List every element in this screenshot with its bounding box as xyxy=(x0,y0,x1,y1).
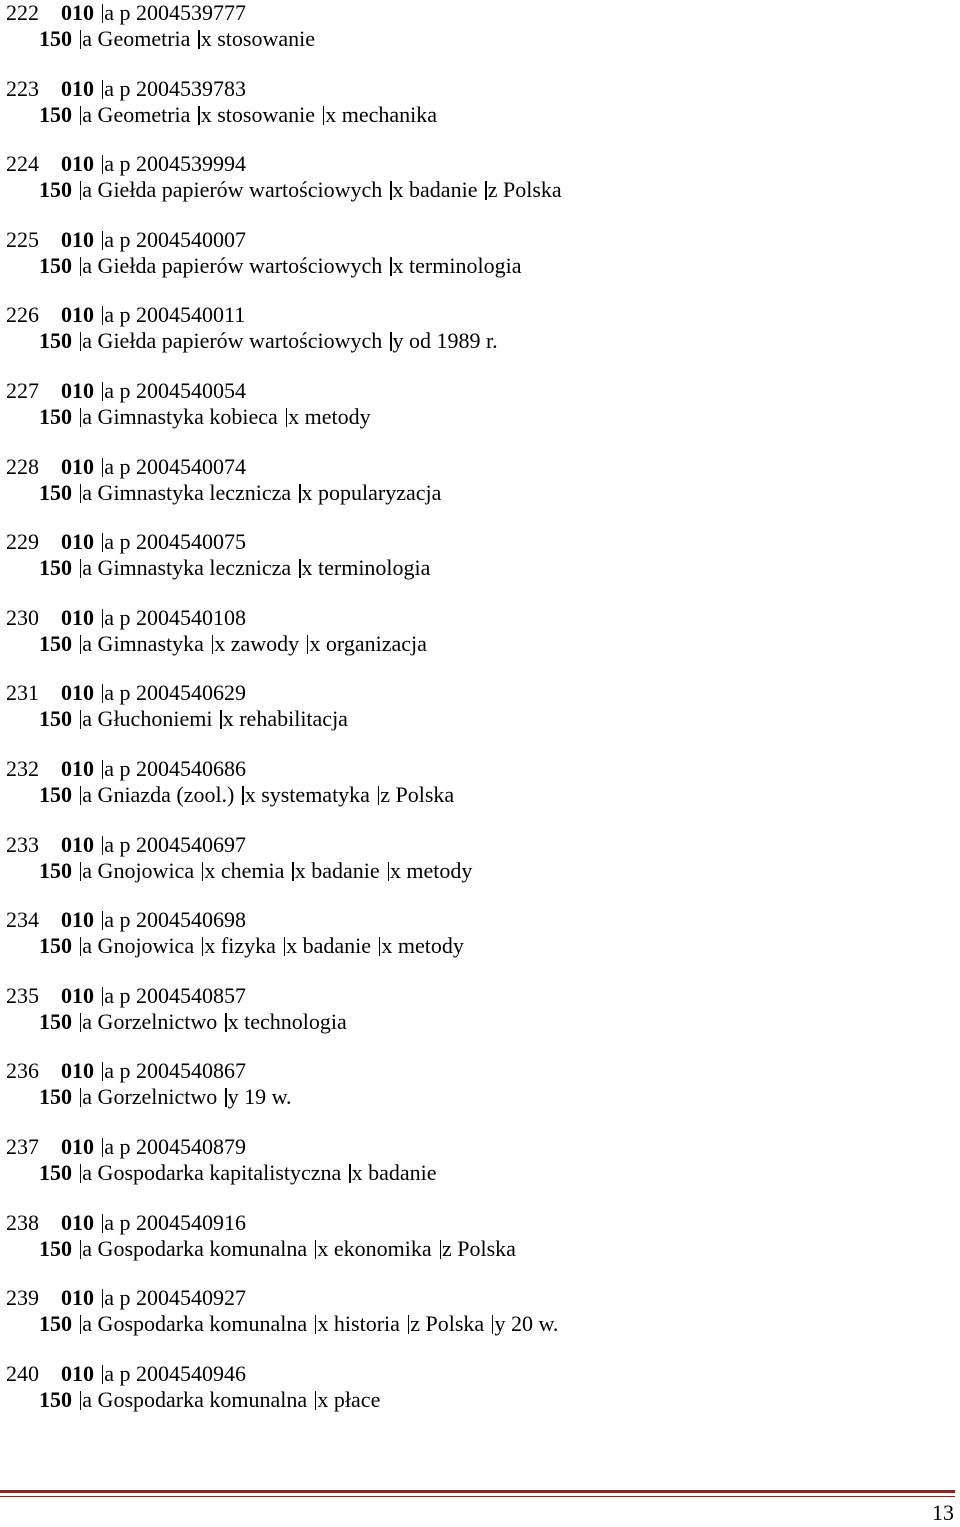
field-tag-150: 150 xyxy=(39,479,72,505)
subfield-a: a Gimnastyka kobieca xyxy=(72,404,278,429)
subfield-a: a Głuchoniemi xyxy=(72,706,212,731)
field-tag-010: 010 xyxy=(61,755,94,781)
record-control-line xyxy=(6,227,946,253)
subfield-x: x metody xyxy=(278,404,371,429)
subfield-code: a p 2004540629 xyxy=(94,680,246,705)
record-control-line xyxy=(6,832,946,858)
subfield-a: a Gimnastyka lecznicza xyxy=(72,480,291,505)
field-tag-150: 150 xyxy=(39,403,72,429)
subfield-a: a Gimnastyka xyxy=(72,631,204,656)
record-number: 235 xyxy=(6,982,39,1008)
record-number: 233 xyxy=(6,831,39,857)
record-control-line xyxy=(6,151,946,177)
subfield-a: a Gniazda (zool.) xyxy=(72,782,234,807)
subfield-x: x ekonomika xyxy=(307,1236,432,1261)
record-entry xyxy=(6,1210,946,1286)
field-tag-150: 150 xyxy=(39,1311,72,1337)
field-tag-010: 010 xyxy=(61,0,94,25)
field-tag-150: 150 xyxy=(39,857,72,883)
subfield-z: z Polska xyxy=(477,177,561,202)
record-control-line xyxy=(6,1210,946,1236)
subfield-code: a p 2004540879 xyxy=(94,1134,246,1159)
field-tag-150: 150 xyxy=(39,1159,72,1185)
subfield-x: x organizacja xyxy=(299,631,427,656)
subfield-code: a p 2004540007 xyxy=(94,227,246,252)
subfield-a: a Gospodarka komunalna xyxy=(72,1311,307,1336)
record-number: 223 xyxy=(6,75,39,101)
subfield-a: a Gospodarka komunalna xyxy=(72,1387,307,1412)
subfield-x: x terminologia xyxy=(291,555,430,580)
record-control-line xyxy=(6,756,946,782)
subfield-a: a Gimnastyka lecznicza xyxy=(72,555,291,580)
field-tag-010: 010 xyxy=(61,75,94,101)
field-tag-150: 150 xyxy=(39,26,72,51)
record-control-line xyxy=(6,1361,946,1387)
record-entry xyxy=(6,302,946,378)
field-tag-150: 150 xyxy=(39,933,72,959)
record-heading-line xyxy=(6,328,946,354)
record-number: 236 xyxy=(6,1058,39,1084)
record-control-line xyxy=(6,0,946,26)
subfield-x: x mechanika xyxy=(315,102,437,127)
field-tag-010: 010 xyxy=(61,982,94,1008)
subfield-a: a Giełda papierów wartościowych xyxy=(72,253,382,278)
record-heading-line xyxy=(6,555,946,581)
record-heading-line xyxy=(6,1009,946,1035)
field-tag-010: 010 xyxy=(61,377,94,403)
subfield-code: a p 2004540075 xyxy=(94,529,246,554)
subfield-y: y 19 w. xyxy=(217,1084,291,1109)
field-tag-010: 010 xyxy=(61,226,94,252)
record-number: 224 xyxy=(6,151,39,177)
record-entry xyxy=(6,227,946,303)
field-tag-150: 150 xyxy=(39,328,72,354)
record-entry xyxy=(6,1361,946,1437)
record-number: 225 xyxy=(6,226,39,252)
subfield-x: x stosowanie xyxy=(190,26,315,51)
record-number: 232 xyxy=(6,755,39,781)
record-control-line xyxy=(6,302,946,328)
record-heading-line xyxy=(6,706,946,732)
record-list xyxy=(6,0,946,1436)
field-tag-010: 010 xyxy=(61,907,94,933)
subfield-code: a p 2004540011 xyxy=(94,302,245,327)
record-entry xyxy=(6,1134,946,1210)
subfield-code: a p 2004540857 xyxy=(94,983,246,1008)
subfield-x: x metody xyxy=(380,858,473,883)
subfield-a: a Geometria xyxy=(72,26,190,51)
record-heading-line xyxy=(6,858,946,884)
footer-rule-thick xyxy=(0,1490,955,1493)
subfield-x: x systematyka xyxy=(234,782,370,807)
subfield-a: a Gospodarka komunalna xyxy=(72,1236,307,1261)
record-entry xyxy=(6,378,946,454)
subfield-code: a p 2004540916 xyxy=(94,1210,246,1235)
field-tag-150: 150 xyxy=(39,630,72,656)
subfield-x: x badanie xyxy=(341,1160,436,1185)
record-heading-line xyxy=(6,177,946,203)
record-entry xyxy=(6,983,946,1059)
subfield-code: a p 2004540698 xyxy=(94,907,246,932)
record-entry xyxy=(6,907,946,983)
subfield-x: x terminologia xyxy=(382,253,521,278)
record-control-line xyxy=(6,983,946,1009)
record-entry xyxy=(6,1058,946,1134)
field-tag-010: 010 xyxy=(61,1133,94,1159)
record-heading-line xyxy=(6,1311,946,1337)
field-tag-150: 150 xyxy=(39,555,72,581)
field-tag-150: 150 xyxy=(39,177,72,203)
subfield-z: z Polska xyxy=(432,1236,516,1261)
subfield-x: x popularyzacja xyxy=(291,480,441,505)
field-tag-150: 150 xyxy=(39,781,72,807)
record-entry xyxy=(6,0,946,76)
field-tag-150: 150 xyxy=(39,1084,72,1110)
subfield-x: x metody xyxy=(371,933,464,958)
record-number: 234 xyxy=(6,907,39,933)
subfield-a: a Gospodarka kapitalistyczna xyxy=(72,1160,341,1185)
subfield-code: a p 2004540074 xyxy=(94,454,246,479)
subfield-x: x badanie xyxy=(276,933,371,958)
field-tag-010: 010 xyxy=(61,680,94,706)
record-heading-line xyxy=(6,1160,946,1186)
page-number: 13 xyxy=(932,1500,954,1525)
field-tag-150: 150 xyxy=(39,1386,72,1412)
subfield-x: x historia xyxy=(307,1311,400,1336)
field-tag-010: 010 xyxy=(61,604,94,630)
record-control-line xyxy=(6,680,946,706)
record-entry xyxy=(6,832,946,908)
record-entry xyxy=(6,756,946,832)
record-control-line xyxy=(6,378,946,404)
subfield-code: a p 2004539777 xyxy=(94,0,246,25)
subfield-code: a p 2004539783 xyxy=(94,76,246,101)
subfield-x: x zawody xyxy=(204,631,299,656)
subfield-x: x fizyka xyxy=(194,933,276,958)
record-heading-line xyxy=(6,26,946,52)
field-tag-010: 010 xyxy=(61,453,94,479)
field-tag-010: 010 xyxy=(61,1360,94,1386)
subfield-code: a p 2004540697 xyxy=(94,832,246,857)
subfield-x: x technologia xyxy=(217,1009,346,1034)
subfield-x: x badanie xyxy=(382,177,477,202)
record-entry xyxy=(6,529,946,605)
field-tag-150: 150 xyxy=(39,706,72,732)
subfield-code: a p 2004540927 xyxy=(94,1285,246,1310)
record-control-line xyxy=(6,907,946,933)
subfield-z: z Polska xyxy=(370,782,454,807)
subfield-z: z Polska xyxy=(400,1311,484,1336)
record-entry xyxy=(6,76,946,152)
record-heading-line xyxy=(6,631,946,657)
field-tag-010: 010 xyxy=(61,302,94,328)
subfield-x: x rehabilitacja xyxy=(212,706,348,731)
field-tag-010: 010 xyxy=(61,151,94,177)
subfield-x: x płace xyxy=(307,1387,380,1412)
record-heading-line xyxy=(6,782,946,808)
subfield-code: a p 2004540686 xyxy=(94,756,246,781)
field-tag-150: 150 xyxy=(39,101,72,127)
record-heading-line xyxy=(6,1236,946,1262)
footer-rule-thin xyxy=(0,1496,955,1497)
subfield-y: y od 1989 r. xyxy=(382,328,497,353)
subfield-a: a Giełda papierów wartościowych xyxy=(72,328,382,353)
field-tag-150: 150 xyxy=(39,252,72,278)
field-tag-010: 010 xyxy=(61,1058,94,1084)
subfield-a: a Giełda papierów wartościowych xyxy=(72,177,382,202)
record-number: 237 xyxy=(6,1133,39,1159)
record-heading-line xyxy=(6,102,946,128)
field-tag-150: 150 xyxy=(39,1235,72,1261)
subfield-code: a p 2004540867 xyxy=(94,1058,246,1083)
subfield-code: a p 2004540054 xyxy=(94,378,246,403)
record-control-line xyxy=(6,1058,946,1084)
record-number: 226 xyxy=(6,302,39,328)
record-number: 228 xyxy=(6,453,39,479)
record-entry xyxy=(6,1285,946,1361)
record-entry xyxy=(6,605,946,681)
record-entry xyxy=(6,680,946,756)
subfield-x: x badanie xyxy=(284,858,379,883)
subfield-x: x stosowanie xyxy=(190,102,315,127)
record-heading-line xyxy=(6,480,946,506)
record-number: 227 xyxy=(6,377,39,403)
record-control-line xyxy=(6,529,946,555)
field-tag-010: 010 xyxy=(61,1209,94,1235)
record-control-line xyxy=(6,1285,946,1311)
record-number: 229 xyxy=(6,529,39,555)
record-number: 231 xyxy=(6,680,39,706)
record-number: 239 xyxy=(6,1285,39,1311)
record-control-line xyxy=(6,454,946,480)
record-heading-line xyxy=(6,404,946,430)
record-heading-line xyxy=(6,1387,946,1413)
record-number: 238 xyxy=(6,1209,39,1235)
record-entry xyxy=(6,454,946,530)
subfield-a: a Geometria xyxy=(72,102,190,127)
subfield-code: a p 2004540108 xyxy=(94,605,246,630)
record-number: 230 xyxy=(6,604,39,630)
subfield-a: a Gnojowica xyxy=(72,933,194,958)
record-heading-line xyxy=(6,1084,946,1110)
field-tag-010: 010 xyxy=(61,1285,94,1311)
record-number: 222 xyxy=(6,0,39,25)
record-heading-line xyxy=(6,253,946,279)
subfield-code: a p 2004540946 xyxy=(94,1361,246,1386)
field-tag-150: 150 xyxy=(39,1008,72,1034)
record-entry xyxy=(6,151,946,227)
subfield-a: a Gorzelnictwo xyxy=(72,1084,217,1109)
field-tag-010: 010 xyxy=(61,831,94,857)
subfield-x: x chemia xyxy=(194,858,284,883)
subfield-a: a Gnojowica xyxy=(72,858,194,883)
field-tag-010: 010 xyxy=(61,529,94,555)
record-number: 240 xyxy=(6,1360,39,1386)
record-control-line xyxy=(6,1134,946,1160)
subfield-a: a Gorzelnictwo xyxy=(72,1009,217,1034)
record-control-line xyxy=(6,76,946,102)
record-heading-line xyxy=(6,933,946,959)
subfield-code: a p 2004539994 xyxy=(94,151,246,176)
subfield-y: y 20 w. xyxy=(484,1311,558,1336)
record-control-line xyxy=(6,605,946,631)
